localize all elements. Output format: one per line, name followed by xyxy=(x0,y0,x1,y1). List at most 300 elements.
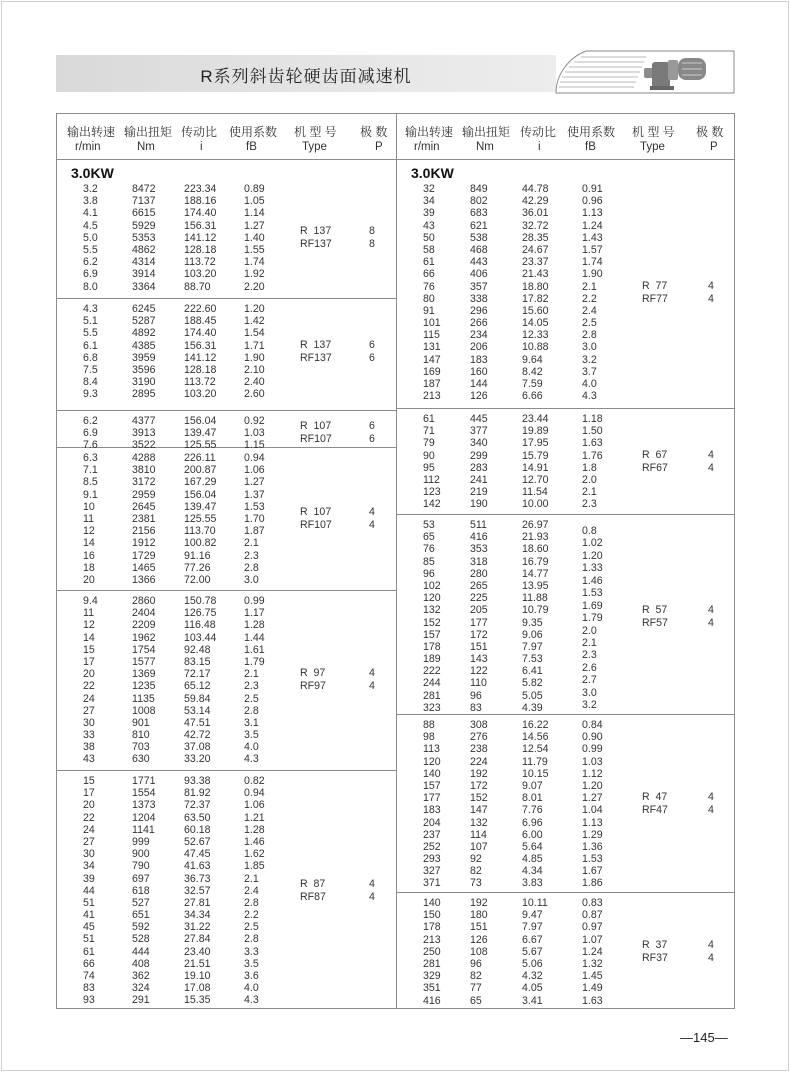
speed-cell: 8.5 xyxy=(83,476,98,489)
type-column xyxy=(300,506,332,532)
model-group xyxy=(57,771,396,1008)
ratio-cell: 125.55 xyxy=(184,512,217,525)
speed-cell: 102 xyxy=(423,579,441,592)
torque-cell: 192 xyxy=(470,897,488,909)
ratio-cell: 188.45 xyxy=(184,315,217,328)
ratio-cell: 21.93 xyxy=(522,531,549,544)
fb-cell: 1.18 xyxy=(582,413,603,425)
right-table-half xyxy=(397,114,734,1008)
fb-cell: 3.5 xyxy=(244,957,259,970)
pole-count: 4 xyxy=(708,461,714,474)
torque-cell: 810 xyxy=(132,729,150,742)
torque-cell: 180 xyxy=(470,909,488,922)
speed-cell: 9.3 xyxy=(83,388,98,401)
speed-cell: 27 xyxy=(83,704,95,717)
torque-cell: 5353 xyxy=(132,231,156,244)
speed-cell: 58 xyxy=(423,243,435,256)
ratio-cell: 41.63 xyxy=(184,860,211,873)
speed-cell: 7.6 xyxy=(83,439,98,452)
pole-column xyxy=(708,449,714,475)
torque-cell: 2645 xyxy=(132,500,156,513)
fb-cell: 2.8 xyxy=(244,704,259,717)
fb-cell: 3.2 xyxy=(582,353,597,366)
torque-cell: 6245 xyxy=(132,303,156,315)
torque-cell: 265 xyxy=(470,579,488,592)
speed-cell: 281 xyxy=(423,957,441,970)
speed-column xyxy=(423,897,441,1007)
pole-column xyxy=(369,506,375,532)
torque-cell: 1008 xyxy=(132,704,156,717)
speed-cell: 27 xyxy=(83,835,95,848)
torque-cell: 445 xyxy=(470,413,488,425)
ratio-cell: 6.00 xyxy=(522,828,543,841)
speed-cell: 83 xyxy=(83,982,95,995)
torque-cell: 3913 xyxy=(132,427,156,440)
model-type: R 107 xyxy=(300,420,332,433)
torque-cell: 2209 xyxy=(132,619,156,632)
torque-cell: 183 xyxy=(470,353,488,366)
torque-cell: 241 xyxy=(470,473,488,486)
header-fb: 使用系数 xyxy=(567,125,616,139)
torque-cell: 1135 xyxy=(132,692,155,705)
speed-cell: 178 xyxy=(423,921,441,934)
speed-column xyxy=(83,415,98,452)
fb-cell: 1.46 xyxy=(582,574,603,587)
fb-cell: 3.5 xyxy=(244,729,259,742)
pole-column xyxy=(369,667,375,693)
fb-cell: 1.03 xyxy=(244,427,265,440)
fb-cell: 1.50 xyxy=(582,425,603,438)
ratio-cell: 65.12 xyxy=(184,680,211,693)
torque-cell: 357 xyxy=(470,280,488,293)
ratio-cell: 19.10 xyxy=(184,970,211,982)
torque-cell: 703 xyxy=(132,741,150,754)
header-type: 机 型 号 xyxy=(632,125,675,139)
fb-cell: 0.84 xyxy=(582,719,603,731)
ratio-cell: 72.00 xyxy=(184,573,211,586)
torque-cell: 7137 xyxy=(132,195,156,208)
fb-cell: 0.99 xyxy=(244,595,265,607)
fb-cell: 1.87 xyxy=(244,525,265,538)
fb-cell: 1.37 xyxy=(244,488,265,501)
ratio-cell: 188.16 xyxy=(184,195,217,208)
ratio-cell: 4.34 xyxy=(522,865,543,878)
speed-cell: 152 xyxy=(423,616,441,629)
fb-cell: 1.74 xyxy=(582,256,603,269)
model-type: R 137 xyxy=(300,338,332,351)
ratio-cell: 24.67 xyxy=(522,243,549,256)
model-type: RF37 xyxy=(642,951,668,964)
fb-cell: 2.60 xyxy=(244,388,265,401)
fb-cell: 2.5 xyxy=(244,921,259,934)
torque-cell: 96 xyxy=(470,957,482,970)
speed-cell: 11 xyxy=(83,512,94,525)
pole-count: 4 xyxy=(708,938,714,951)
torque-cell: 538 xyxy=(470,231,488,244)
speed-column xyxy=(423,413,441,511)
ratio-cell: 3.83 xyxy=(522,877,543,890)
speed-cell: 79 xyxy=(423,437,435,450)
torque-cell: 900 xyxy=(132,848,150,861)
ratio-cell: 32.72 xyxy=(522,219,549,232)
ratio-cell: 14.05 xyxy=(522,317,549,330)
fb-cell: 1.45 xyxy=(582,970,603,983)
speed-cell: 76 xyxy=(423,280,435,293)
fb-cell: 2.3 xyxy=(244,680,259,693)
torque-cell: 2156 xyxy=(132,525,156,538)
torque-cell: 318 xyxy=(470,555,488,568)
speed-cell: 140 xyxy=(423,767,441,780)
ratio-cell: 113.70 xyxy=(184,525,216,538)
ratio-cell: 156.04 xyxy=(184,415,217,427)
ratio-column xyxy=(184,775,211,1007)
torque-cell: 324 xyxy=(132,982,150,995)
ratio-column xyxy=(522,719,549,890)
header-torque: 输出扭矩 xyxy=(462,125,511,139)
torque-cell: 511 xyxy=(470,519,487,531)
ratio-cell: 4.39 xyxy=(522,701,543,714)
fb-cell: 1.46 xyxy=(244,835,265,848)
torque-cell: 147 xyxy=(470,804,488,817)
model-type: RF87 xyxy=(300,890,326,903)
speed-cell: 51 xyxy=(83,933,95,946)
torque-cell: 1729 xyxy=(132,549,156,562)
torque-column xyxy=(470,519,488,714)
ratio-cell: 42.72 xyxy=(184,729,211,742)
torque-column xyxy=(132,595,156,766)
ratio-cell: 223.34 xyxy=(184,183,217,195)
torque-cell: 1465 xyxy=(132,561,156,574)
speed-cell: 32 xyxy=(423,183,435,195)
fb-cell: 1.79 xyxy=(582,612,603,625)
ratio-cell: 23.44 xyxy=(522,413,549,425)
ratio-cell: 8.01 xyxy=(522,792,543,805)
ratio-cell: 8.42 xyxy=(522,365,543,378)
torque-cell: 1771 xyxy=(132,775,156,787)
fb-cell: 1.67 xyxy=(582,865,603,878)
fb-cell: 1.24 xyxy=(582,219,603,232)
torque-cell: 621 xyxy=(470,219,488,232)
pole-column xyxy=(708,939,714,965)
type-column xyxy=(642,791,668,817)
torque-cell: 83 xyxy=(470,701,482,714)
table-header xyxy=(397,114,734,160)
ratio-cell: 23.37 xyxy=(522,256,549,269)
model-type: R 107 xyxy=(300,506,332,519)
fb-cell: 1.17 xyxy=(244,607,265,620)
speed-cell: 6.3 xyxy=(83,452,98,464)
header-type: 机 型 号 xyxy=(294,125,337,139)
torque-cell: 177 xyxy=(470,616,488,629)
ratio-cell: 3.41 xyxy=(522,994,543,1007)
type-column xyxy=(300,667,326,693)
ratio-cell: 26.97 xyxy=(522,519,549,531)
speed-cell: 120 xyxy=(423,755,441,768)
model-type: R 67 xyxy=(642,448,668,461)
speed-cell: 34 xyxy=(423,195,435,208)
torque-cell: 353 xyxy=(470,543,488,556)
torque-cell: 82 xyxy=(470,865,482,878)
ratio-cell: 17.82 xyxy=(522,292,549,305)
fb-cell: 1.27 xyxy=(244,476,265,489)
speed-cell: 15 xyxy=(83,775,95,787)
speed-cell: 4.3 xyxy=(83,303,98,315)
type-column xyxy=(642,604,668,630)
speed-cell: 132 xyxy=(423,604,441,617)
torque-column xyxy=(132,452,156,586)
fb-cell: 1.86 xyxy=(582,877,603,890)
torque-cell: 126 xyxy=(470,390,488,403)
speed-cell: 38 xyxy=(83,741,95,754)
torque-column xyxy=(132,303,156,401)
fb-cell: 0.94 xyxy=(244,452,265,464)
ratio-cell: 37.08 xyxy=(184,741,211,754)
torque-column xyxy=(132,415,156,452)
torque-cell: 96 xyxy=(470,689,482,702)
torque-cell: 82 xyxy=(470,970,482,983)
model-group xyxy=(57,448,396,591)
type-column xyxy=(642,280,668,306)
fb-cell: 2.8 xyxy=(244,561,259,574)
speed-cell: 66 xyxy=(83,957,95,970)
fb-cell: 2.6 xyxy=(582,661,597,674)
ratio-cell: 156.04 xyxy=(184,488,217,501)
torque-cell: 3959 xyxy=(132,351,156,364)
ratio-column xyxy=(184,415,216,452)
pole-count: 4 xyxy=(708,804,714,817)
ratio-cell: 5.82 xyxy=(522,677,543,690)
fb-cell: 3.2 xyxy=(582,699,597,712)
torque-column xyxy=(470,719,488,890)
ratio-cell: 139.47 xyxy=(184,427,217,440)
fb-cell: 0.96 xyxy=(582,195,603,208)
ratio-cell: 42.29 xyxy=(522,195,549,208)
ratio-cell: 18.80 xyxy=(522,280,549,293)
ratio-cell: 103.20 xyxy=(184,268,217,281)
fb-cell: 1.53 xyxy=(582,587,603,600)
torque-cell: 618 xyxy=(132,884,150,897)
torque-cell: 802 xyxy=(470,195,488,208)
fb-cell: 2.2 xyxy=(244,909,259,922)
speed-cell: 8.0 xyxy=(83,280,98,293)
speed-cell: 183 xyxy=(423,804,441,817)
ratio-cell: 14.56 xyxy=(522,731,549,744)
ratio-cell: 128.18 xyxy=(184,243,217,256)
fb-cell: 1.53 xyxy=(244,500,265,513)
page-title: R系列斜齿轮硬齿面减速机 xyxy=(200,67,412,86)
speed-cell: 9.1 xyxy=(83,488,98,501)
torque-cell: 1962 xyxy=(132,631,156,644)
power-rating: 3.0KW xyxy=(71,165,114,181)
pole-column xyxy=(708,791,714,817)
ratio-cell: 150.78 xyxy=(184,595,217,607)
torque-cell: 849 xyxy=(470,183,488,195)
torque-cell: 205 xyxy=(470,604,488,617)
model-type: R 47 xyxy=(642,791,668,804)
fb-cell: 3.0 xyxy=(244,573,259,586)
torque-cell: 406 xyxy=(470,268,488,281)
speed-cell: 91 xyxy=(423,304,435,317)
fb-cell: 1.02 xyxy=(582,537,603,550)
speed-cell: 187 xyxy=(423,378,441,390)
torque-cell: 527 xyxy=(132,896,150,909)
torque-cell: 132 xyxy=(470,816,488,829)
speed-cell: 147 xyxy=(423,353,441,366)
speed-cell: 16 xyxy=(83,549,95,562)
fb-cell: 1.40 xyxy=(244,231,265,244)
ratio-cell: 5.06 xyxy=(522,957,543,970)
model-type: R 57 xyxy=(642,603,668,616)
torque-cell: 73 xyxy=(470,877,482,890)
speed-cell: 7.5 xyxy=(83,363,98,376)
torque-cell: 238 xyxy=(470,743,488,756)
header-pole-unit: P xyxy=(375,141,383,153)
table-header xyxy=(57,114,396,160)
page-number: —145— xyxy=(680,1030,728,1045)
speed-cell: 44 xyxy=(83,884,95,897)
speed-cell: 18 xyxy=(83,561,95,574)
pole-column xyxy=(369,225,375,251)
fb-cell: 1.28 xyxy=(244,619,265,632)
ratio-column xyxy=(522,413,549,511)
ratio-cell: 16.79 xyxy=(522,555,549,568)
speed-cell: 123 xyxy=(423,486,441,499)
fb-cell: 2.10 xyxy=(244,363,265,376)
ratio-cell: 10.88 xyxy=(522,341,549,354)
torque-cell: 1141 xyxy=(132,823,155,836)
ratio-cell: 93.38 xyxy=(184,775,211,787)
fb-cell: 2.1 xyxy=(244,537,259,550)
speed-cell: 96 xyxy=(423,567,435,580)
speed-cell: 85 xyxy=(423,555,435,568)
torque-cell: 4288 xyxy=(132,452,156,464)
speed-cell: 20 xyxy=(83,799,95,812)
speed-cell: 213 xyxy=(423,390,441,403)
fb-cell: 1.03 xyxy=(582,755,603,768)
speed-cell: 12 xyxy=(83,525,95,538)
ratio-cell: 5.05 xyxy=(522,689,543,702)
torque-cell: 901 xyxy=(132,716,150,729)
header-speed-unit: r/min xyxy=(414,141,440,153)
torque-cell: 362 xyxy=(132,970,150,982)
header-type-unit: Type xyxy=(302,141,327,153)
torque-cell: 999 xyxy=(132,835,150,848)
fb-cell: 4.0 xyxy=(244,741,259,754)
ratio-cell: 72.37 xyxy=(184,799,211,812)
ratio-cell: 9.64 xyxy=(522,353,543,366)
ratio-cell: 174.40 xyxy=(184,327,217,340)
ratio-column xyxy=(184,303,216,401)
ratio-cell: 47.45 xyxy=(184,848,211,861)
speed-cell: 71 xyxy=(423,425,435,438)
speed-cell: 9.4 xyxy=(83,595,98,607)
ratio-cell: 4.32 xyxy=(522,970,543,983)
ratio-cell: 10.00 xyxy=(522,498,549,511)
pole-count: 8 xyxy=(369,224,375,237)
torque-cell: 408 xyxy=(132,957,150,970)
header-fb-unit: fB xyxy=(246,141,257,153)
torque-cell: 172 xyxy=(470,779,488,792)
speed-cell: 45 xyxy=(83,921,95,934)
speed-cell: 101 xyxy=(423,317,441,330)
ratio-cell: 92.48 xyxy=(184,643,211,656)
speed-cell: 4.1 xyxy=(83,207,98,220)
torque-cell: 4892 xyxy=(132,327,156,340)
torque-cell: 683 xyxy=(470,207,488,220)
fb-cell: 1.69 xyxy=(582,599,603,612)
ratio-cell: 63.50 xyxy=(184,811,211,824)
ratio-cell: 7.97 xyxy=(522,921,543,934)
speed-cell: 33 xyxy=(83,729,95,742)
ratio-cell: 21.51 xyxy=(184,957,211,970)
fb-cell: 1.12 xyxy=(582,767,603,780)
speed-cell: 65 xyxy=(423,531,435,544)
model-type: RF67 xyxy=(642,461,668,474)
fb-cell: 1.27 xyxy=(244,219,265,232)
torque-column xyxy=(470,897,488,1007)
ratio-column xyxy=(522,183,549,402)
speed-cell: 11 xyxy=(83,607,94,620)
speed-cell: 12 xyxy=(83,619,95,632)
fb-cell: 1.28 xyxy=(244,823,265,836)
ratio-cell: 9.06 xyxy=(522,628,543,641)
ratio-column xyxy=(184,595,216,766)
ratio-cell: 15.35 xyxy=(184,994,211,1007)
speed-cell: 15 xyxy=(83,643,95,656)
torque-cell: 528 xyxy=(132,933,150,946)
model-group xyxy=(397,893,734,1008)
model-type: RF77 xyxy=(642,292,668,305)
model-type: RF97 xyxy=(300,680,326,693)
header-pole: 极 数 xyxy=(360,125,388,139)
model-type: RF107 xyxy=(300,433,332,446)
fb-cell: 0.8 xyxy=(582,525,597,537)
torque-cell: 4377 xyxy=(132,415,156,427)
fb-cell: 3.6 xyxy=(244,970,259,982)
model-group xyxy=(397,159,734,409)
ratio-cell: 60.18 xyxy=(184,823,211,836)
ratio-cell: 10.79 xyxy=(522,604,549,617)
model-type: R 77 xyxy=(642,279,668,292)
speed-cell: 281 xyxy=(423,689,441,702)
speed-cell: 74 xyxy=(83,970,95,982)
torque-cell: 651 xyxy=(132,909,150,922)
speed-cell: 327 xyxy=(423,865,441,878)
speed-cell: 371 xyxy=(423,877,441,890)
torque-cell: 1369 xyxy=(132,668,156,681)
model-type: R 137 xyxy=(300,224,332,237)
torque-column xyxy=(470,413,488,511)
pole-count: 4 xyxy=(369,680,375,693)
fb-cell: 3.7 xyxy=(582,365,597,378)
ratio-cell: 9.07 xyxy=(522,779,543,792)
speed-cell: 22 xyxy=(83,680,95,693)
ratio-cell: 53.14 xyxy=(184,704,211,717)
ratio-cell: 141.12 xyxy=(184,351,217,364)
fb-cell: 3.0 xyxy=(582,686,597,699)
speed-cell: 244 xyxy=(423,677,441,690)
ratio-cell: 12.54 xyxy=(522,743,549,756)
torque-cell: 152 xyxy=(470,792,488,805)
speed-cell: 5.1 xyxy=(83,315,98,328)
speed-cell: 178 xyxy=(423,640,441,653)
fb-cell: 2.5 xyxy=(582,317,597,330)
speed-cell: 3.2 xyxy=(83,183,98,195)
speed-cell: 157 xyxy=(423,628,441,641)
fb-cell: 1.85 xyxy=(244,860,265,873)
header-fb-unit: fB xyxy=(585,141,596,153)
speed-cell: 93 xyxy=(83,994,95,1007)
